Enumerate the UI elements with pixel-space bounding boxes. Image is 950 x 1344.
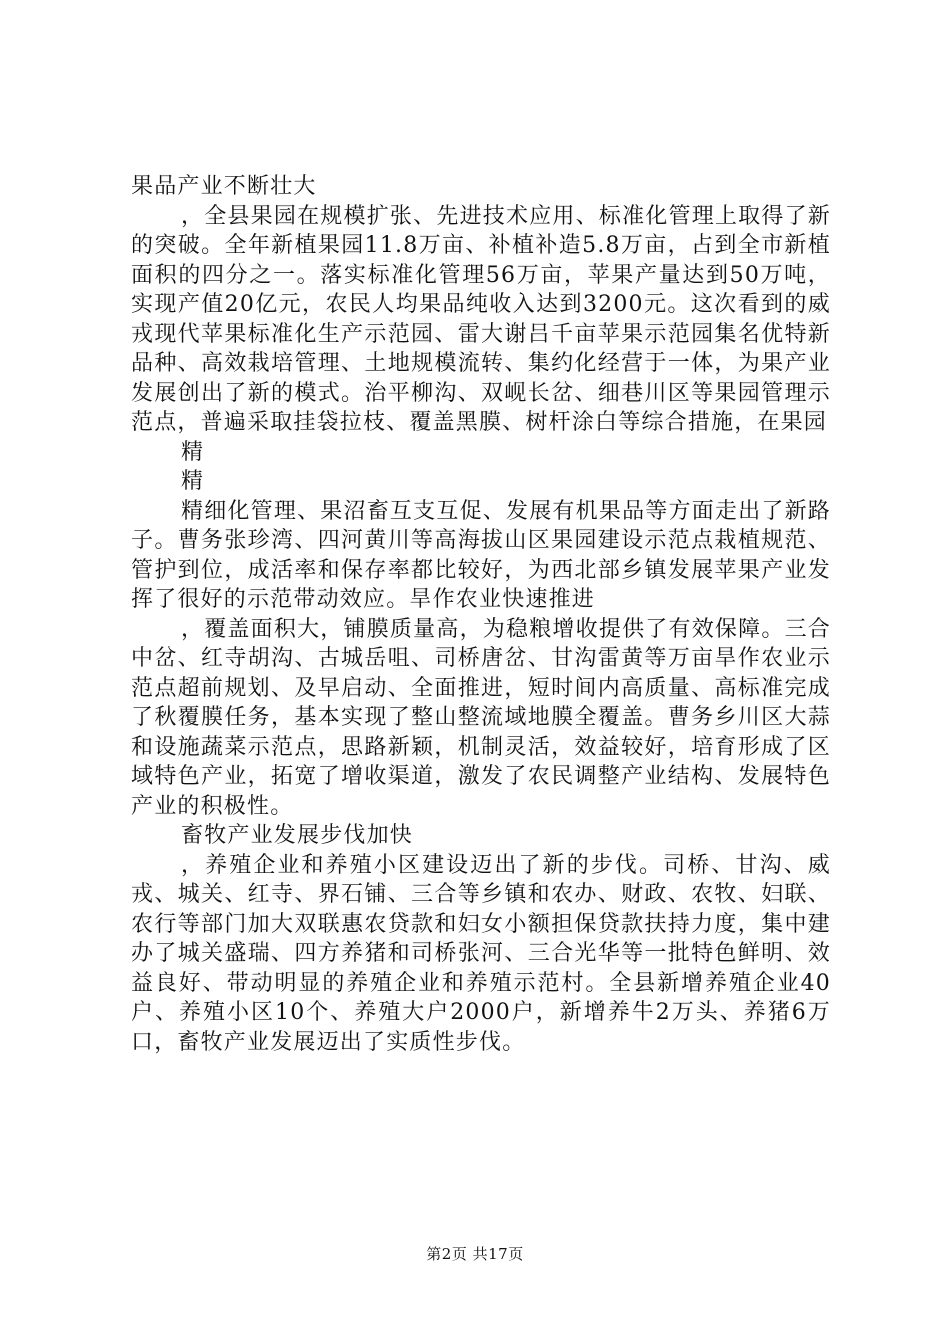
section-heading-livestock: 畜牧产业发展步伐加快 [181, 823, 414, 848]
page-number-footer: 第2页 共17页 [426, 1245, 524, 1263]
section-heading-fruit-industry: 果品产业不断壮大 [131, 174, 317, 199]
paragraph-fragment: 精 [181, 439, 205, 465]
paragraph-dry-farming: ，覆盖面积大，铺膜质量高，为稳粮增收提供了有效保障。三合中岔、红寺胡沟、古城岳咀、司桥唐岔、甘沟雷黄等万亩旱作农业示范点超前规划、及早启动、全面推进，短时间内高质量、高标准完成了秋覆膜任务，基本实现了整山整流域地膜全覆盖。曹务乡川区大蒜和设施蔬菜示范点，思路新颖，机制灵活，效益较好，培育形成了区域特色产业，拓宽了增收渠道，激发了农民调整产业结构、发展特色产业的积极性。 [131, 616, 831, 819]
paragraph-refined-management: 精细化管理、果沼畜互支互促、发展有机果品等方面走出了新路子。曹务张珍湾、四河黄川等高海拔山区果园建设示范点栽植规范、管护到位，成活率和保存率都比较好，为西北部乡镇发展苹果产业发挥了很好的示范带动效应。旱作农业快速推进 [131, 498, 831, 612]
document-body [131, 172, 831, 1057]
paragraph-livestock: ，养殖企业和养殖小区建设迈出了新的步伐。司桥、甘沟、威戎、城关、红寺、界石铺、三合等乡镇和农办、财政、农牧、妇联、农行等部门加大双联惠农贷款和妇女小额担保贷款扶持力度，集中建办了城关盛瑞、四方养猪和司桥张河、三合光华等一批特色鲜明、效益良好、带动明显的养殖企业和养殖示范村。全县新增养殖企业40户、养殖小区10个、养殖大户2000户，新增养牛2万头、养猪6万口，畜牧产业发展迈出了实质性步伐。 [131, 852, 831, 1055]
paragraph-fragment: 精 [181, 469, 205, 494]
paragraph-fruit-industry: ，全县果园在规模扩张、先进技术应用、标准化管理上取得了新的突破。全年新植果园11.8万亩、补植补造5.8万亩，占到全市新植面积的四分之一。落实标准化管理56万亩，苹果产量达到50万吨，实现产值20亿元，农民人均果品纯收入达到3200元。这次看到的威戎现代苹果标准化生产示范园、雷大谢吕千亩苹果示范园集名优特新品种、高效栽培管理、土地规模流转、集约化经营于一体，为果产业发展创出了新的模式。治平柳沟、双岘长岔、细巷川区等果园管理示范点，普遍采取挂袋拉枝、覆盖黑膜、树杆涂白等综合措施，在果园 [131, 203, 831, 435]
